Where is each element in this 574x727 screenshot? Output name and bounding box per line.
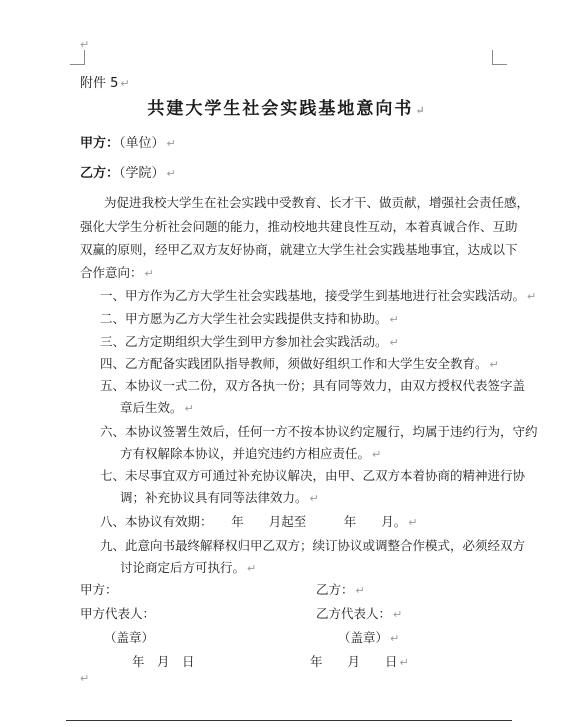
- page-bottom-rule: [66, 720, 512, 721]
- signature-rep-a: 甲方代表人：: [80, 606, 156, 621]
- intro-line: 合作意向： ↵: [80, 265, 154, 280]
- signature-party-a: 甲方：: [80, 582, 118, 597]
- clause-9-continuation: 讨论商定后方可执行。 ↵: [120, 560, 257, 575]
- paragraph-mark: ↵: [247, 562, 257, 575]
- party-a-line: 甲方：（单位） ↵: [80, 136, 176, 151]
- clause-5-continuation: 章后生效。 ↵: [120, 400, 194, 415]
- paragraph-mark: ↵: [166, 167, 176, 180]
- paragraph-mark: ↵: [389, 313, 399, 326]
- clause-5: 五、本协议一式二份，双方各执一份；具有同等效力，由双方授权代表签字盖: [100, 378, 526, 393]
- paragraph-mark: ↵: [372, 448, 382, 461]
- clause-7: 七、未尽事宜双方可通过补充协议解决，由甲、乙双方本着协商的精神进行协: [100, 468, 526, 483]
- crop-mark-top-right: [492, 50, 507, 65]
- paragraph-mark: ↵: [393, 608, 403, 621]
- intro-line: 双赢的原则，经甲乙双方友好协商，就建立大学生社会实践基地事宜，达成以下: [80, 242, 518, 257]
- document-title: 共建大学生社会实践基地意向书 ↵: [147, 99, 427, 119]
- clause-6: 六、本协议签署生效后，任何一方不按本协议约定履行，均属于违约行为，守约: [100, 424, 538, 439]
- clause-4: 四、乙方配备实践团队指导教师，须做好组织工作和大学生安全教育。 ↵: [100, 356, 499, 371]
- paragraph-mark: ↵: [527, 290, 537, 303]
- clause-6-continuation: 方有权解除本协议，并追究违约方相应责任。 ↵: [120, 446, 382, 461]
- paragraph-mark: ↵: [390, 632, 400, 645]
- clause-2: 二、甲方愿为乙方大学生社会实践提供支持和协助。 ↵: [100, 311, 399, 326]
- clause-7-continuation: 调；补充协议具有同等法律效力。 ↵: [120, 490, 319, 505]
- intro-line: 强化大学生分析社会问题的能力，推动校地共建良性互动，本着真诚合作、互助: [80, 219, 518, 234]
- clause-8: 八、本协议有效期： 年 月起至 年 月。 ↵: [100, 514, 418, 529]
- clause-1: 一、甲方作为乙方大学生社会实践基地，接受学生到基地进行社会实践活动。 ↵: [100, 288, 537, 303]
- clause-9: 九、此意向书最终解释权归甲乙双方；续订协议或调整合作模式，必须经双方: [100, 538, 526, 553]
- paragraph-mark: ↵: [120, 77, 130, 90]
- intro-line: 为促进我校大学生在社会实践中受教育、长才干、做贡献，增强社会责任感，: [104, 195, 530, 210]
- signature-rep-b: 乙方代表人： ↵: [316, 606, 403, 621]
- paragraph-mark: ↵: [408, 516, 418, 529]
- paragraph-mark: ↵: [355, 584, 365, 597]
- paragraph-mark: ↵: [166, 137, 176, 150]
- paragraph-mark: ↵: [389, 336, 399, 349]
- date-b: 年 月 日 ↵: [310, 654, 409, 669]
- annex-label: 附件 5 ↵: [80, 76, 130, 91]
- paragraph-mark: ↵: [80, 38, 90, 51]
- party-b-line: 乙方：（学院） ↵: [80, 166, 176, 181]
- paragraph-mark: ↵: [415, 104, 427, 117]
- crop-mark-top-left: [70, 50, 85, 65]
- date-a: 年 月 日: [132, 654, 195, 669]
- paragraph-mark: ↵: [184, 402, 194, 415]
- paragraph-mark: ↵: [80, 672, 90, 685]
- paragraph-mark: ↵: [489, 358, 499, 371]
- signature-party-b: 乙方： ↵: [316, 582, 365, 597]
- seal-a: （盖章）: [104, 630, 155, 645]
- paragraph-mark: ↵: [309, 492, 319, 505]
- seal-b: （盖章） ↵: [338, 630, 400, 645]
- clause-3: 三、乙方定期组织大学生到甲方参加社会实践活动。 ↵: [100, 334, 399, 349]
- paragraph-mark: ↵: [144, 267, 154, 280]
- paragraph-mark: ↵: [399, 656, 409, 669]
